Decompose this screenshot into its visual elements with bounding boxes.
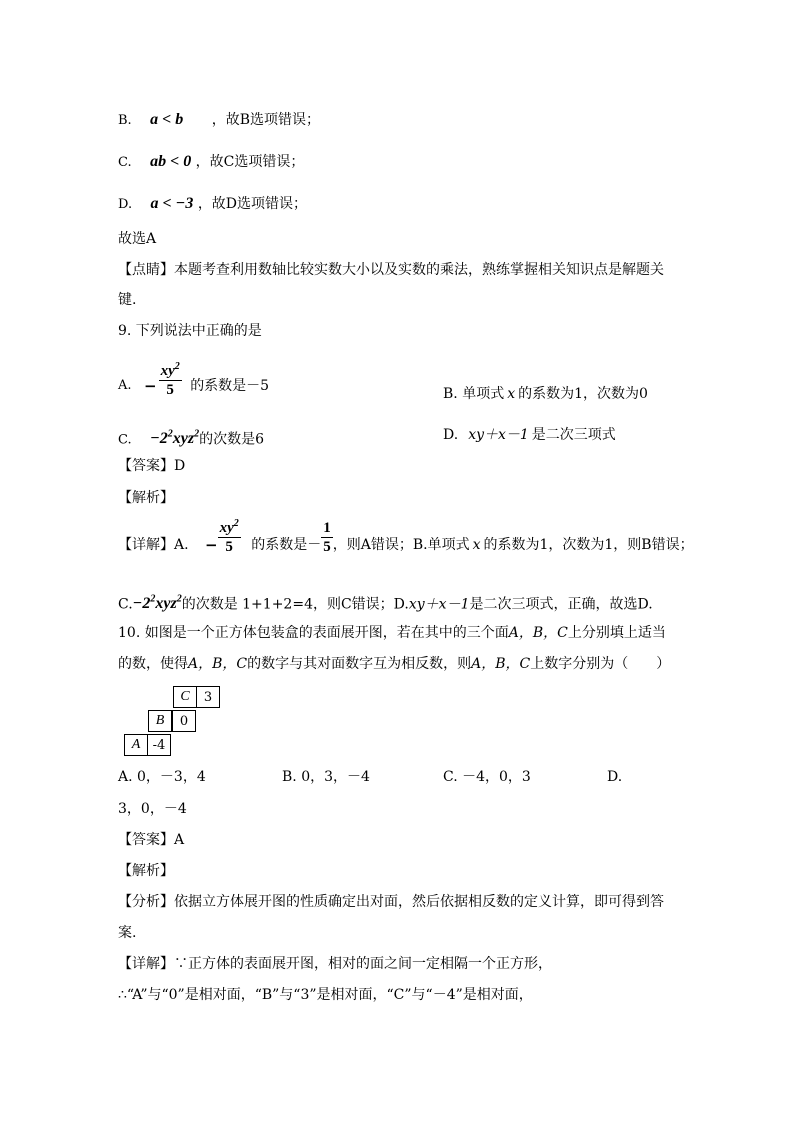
fraction-one-fifth: $\frac{1}{5}$: [323, 520, 331, 555]
face-a: A: [124, 734, 148, 756]
answer-10: 【答案】A: [118, 832, 185, 848]
q10-option-d-label: D.: [607, 769, 623, 785]
detail-9-line-1: 【详解】A. − $\frac{xy^2}{5}$ 的系数是－ $\frac{1}{5}$ ，则A错误；B.单项式 x 的系数为1，次数为1，则B错误；: [118, 515, 694, 565]
text: 的系数是－5: [190, 378, 270, 394]
detail-10-line-1: 【详解】∵正方体的表面展开图，相对的面之间一定相隔一个正方形，: [118, 956, 552, 972]
q10-option-b: B. 0，3，－4: [282, 769, 370, 785]
label: B.: [118, 113, 132, 128]
answer-9: 【答案】D: [118, 458, 186, 474]
math: a < b: [150, 111, 184, 128]
text: ，故C选项错误；: [195, 154, 305, 170]
text: ，故B选项错误；: [211, 112, 321, 128]
detail-10-line-2: ∴“A”与“0”是相对面，“B”与“3”是相对面，“C”与“－4”是相对面，: [118, 987, 533, 1003]
q10-option-c: C. －4，0，3: [443, 769, 531, 785]
face-neg4: -4: [147, 734, 171, 756]
label: C.: [118, 155, 132, 170]
face-3: 3: [196, 686, 220, 708]
detail-9-line-2: $C.-2^2xyz^2$的次数是 1+1+2=4，则C错误；D.xy＋x－1是二次三项式，正确，故选D.: [118, 594, 653, 613]
q9-option-a: A. − $\frac{xy^2}{5}$ 的系数是－5: [118, 358, 269, 404]
face-c: C: [173, 686, 197, 708]
question-9: 9. 下列说法中正确的是: [118, 323, 262, 339]
label: A.: [118, 378, 132, 393]
q10-option-a: A. 0，－3，4: [118, 769, 206, 785]
dianjing-line-2: 键.: [118, 292, 137, 308]
text: ，故D选项错误；: [197, 196, 308, 212]
q9-option-c: C. $-2^2xyz^2$的次数是6: [118, 429, 265, 448]
option-c-line: [118, 152, 304, 173]
analysis-10: 【解析】: [118, 863, 174, 879]
choice-line: 故选A: [118, 231, 157, 247]
label: D.: [118, 197, 133, 212]
q9-option-d: D. xy＋x－1 是二次三项式: [443, 427, 616, 443]
fraction: $\frac{xy^2}{5}$: [219, 518, 239, 555]
math: a < −3: [150, 195, 194, 212]
fenxi-10-line-1: 【分析】依据立方体展开图的性质确定出对面，然后依据相反数的定义计算，即可得到答: [118, 894, 664, 910]
math: ab < 0: [150, 153, 192, 170]
face-0: 0: [172, 710, 196, 732]
option-b-line: [118, 110, 320, 131]
q9-option-b: B. 单项式 x 的系数为1，次数为0: [443, 386, 648, 402]
analysis-9: 【解析】: [118, 490, 174, 506]
question-10-line-1: 10. 如图是一个正方体包装盒的表面展开图，若在其中的三个面A，B，C上分别填上适当: [118, 625, 666, 641]
dianjing-line-1: 【点睛】本题考查利用数轴比较实数大小以及实数的乘法，熟练掌握相关知识点是解题关: [118, 262, 664, 278]
option-d-line: [118, 194, 307, 215]
q10-option-d-value: 3，0，－4: [118, 801, 187, 817]
fraction: $\frac{xy^2}{5}$: [160, 361, 180, 398]
face-b: B: [148, 710, 172, 732]
question-10-line-2: 的数，使得A，B，C的数字与其对面数字互为相反数，则A，B，C上数字分别为（ ）: [118, 656, 671, 672]
fenxi-10-line-2: 案.: [118, 925, 137, 941]
